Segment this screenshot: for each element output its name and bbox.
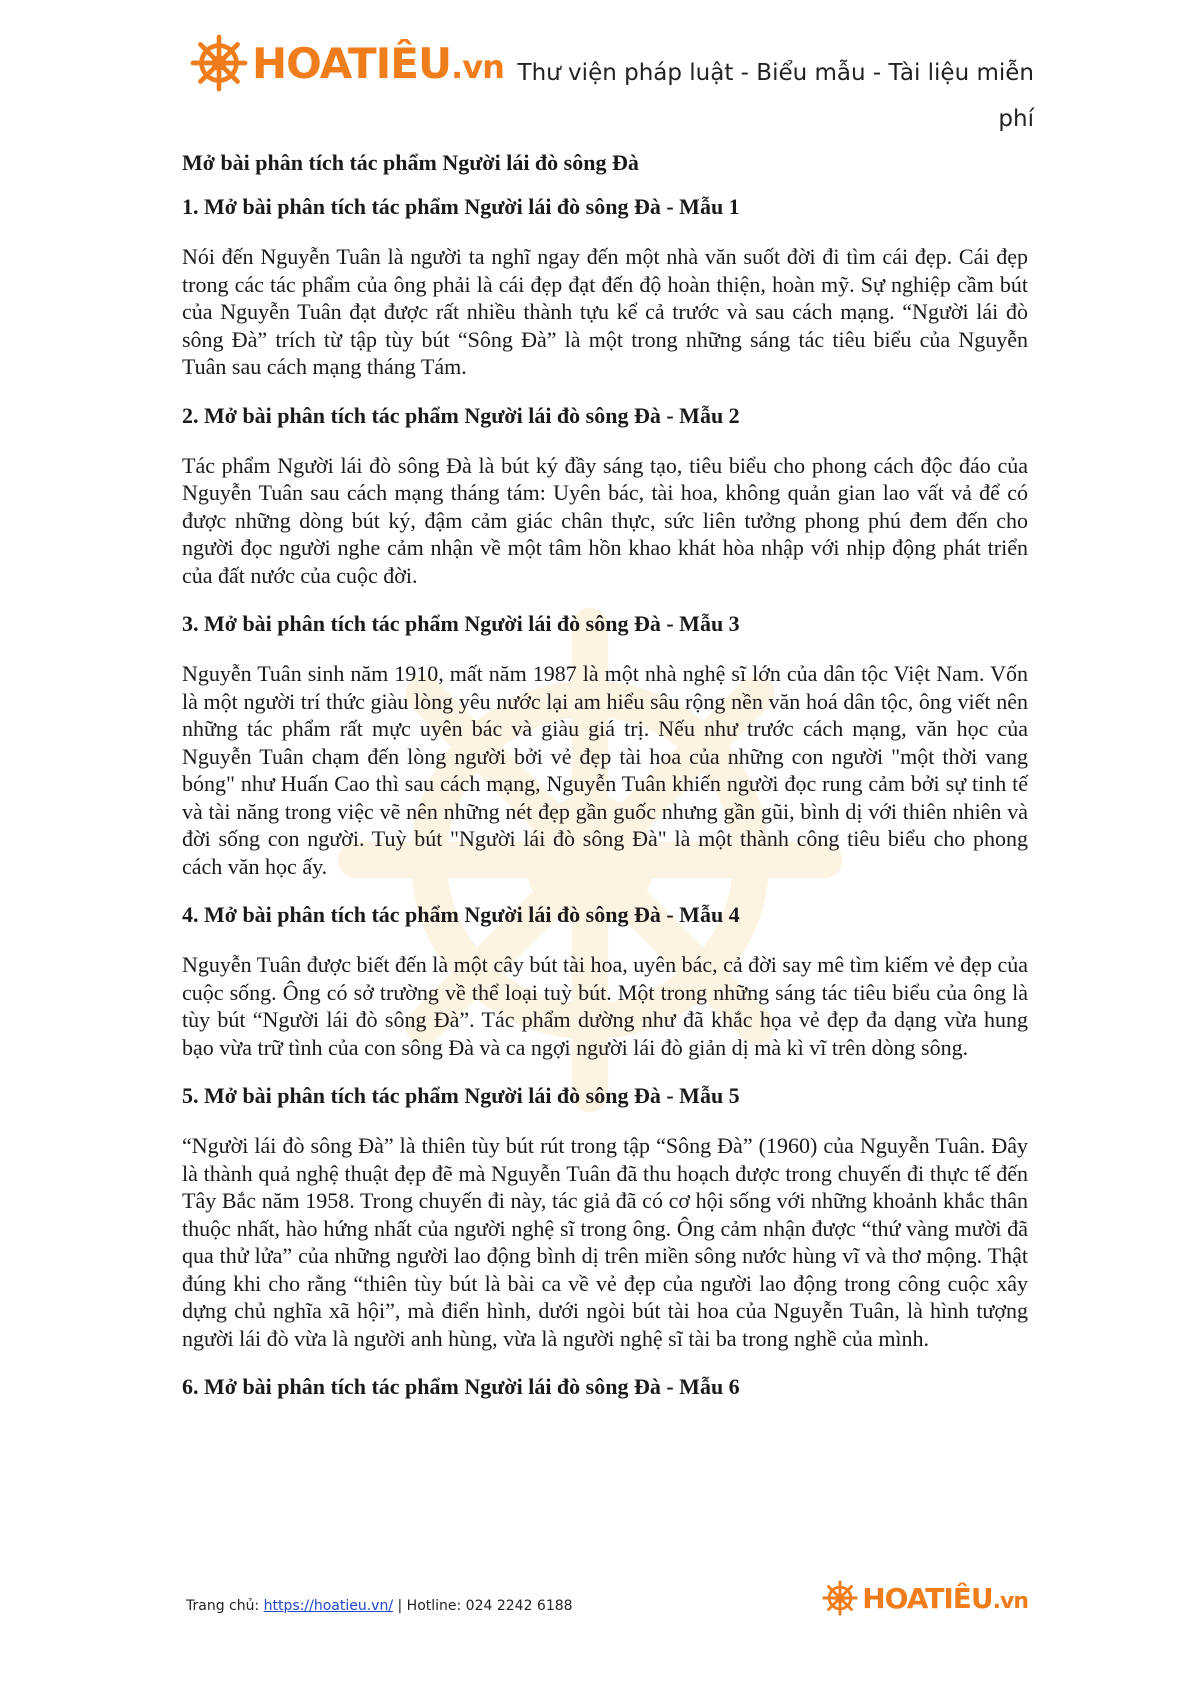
ship-wheel-icon	[822, 1580, 858, 1616]
section-heading: 4. Mở bài phân tích tác phẩm Người lái đò sông Đà - Mẫu 4	[182, 902, 740, 927]
section-paragraph: “Người lái đò sông Đà” là thiên tùy bút rút trong tập “Sông Đà” (1960) của Nguyễn Tuân. Đây là thành quả nghệ thuật đẹp đẽ mà Nguyễn Tuân đã thu hoạch được trong chuyến đi thực tế đến Tây Bắc năm 1958. Trong chuyến đi này, tác giả đã có cơ hội sống với những khoảnh khắc thân thuộc nhất, hào hứng nhất của người nghệ sĩ trong ông. Ông cảm nhận được “thứ vàng mười đã qua thử lửa” của những người lao động bình dị trên miền sông nước hùng vĩ và thơ mộng. Thật đúng khi cho rằng “thiên tùy bút là bài ca về vẻ đẹp của người lao động trong công cuộc xây dựng chủ nghĩa xã hội”, mà điển hình, dưới ngòi bút tài hoa của Nguyễn Tuân, là hình tượng người lái đò vừa là người anh hùng, vừa là người nghệ sĩ tài ba trong nghề của mình.	[182, 1133, 1028, 1351]
page-footer	[0, 1570, 1200, 1650]
section-heading: 5. Mở bài phân tích tác phẩm Người lái đò sông Đà - Mẫu 5	[182, 1083, 740, 1108]
section-paragraph: Nói đến Nguyễn Tuân là người ta nghĩ ngay đến một nhà văn suốt đời đi tìm cái đẹp. Cái đẹp trong các tác phẩm của ông phải là cái đẹp đạt đến độ hoàn thiện, hoàn mỹ. Sự nghiệp cầm bút của Nguyễn Tuân đạt được rất nhiều thành tựu kể cả trước và sau cách mạng. “Người lái đò sông Đà” trích từ tập tùy bút “Sông Đà” là một trong những sáng tác tiêu biểu của Nguyễn Tuân sau cách mạng tháng Tám.	[182, 244, 1028, 379]
site-logo[interactable]	[190, 28, 504, 98]
section-paragraph: Tác phẩm Người lái đò sông Đà là bút ký đầy sáng tạo, tiêu biểu cho phong cách độc đáo của Nguyễn Tuân sau cách mạng tháng tám: Uyên bác, tài hoa, không quản gian lao vất vả để có được những dòng bút ký, đậm cảm giác chân thực, sức liên tưởng phong phú đem đến cho người đọc người nghe cảm nhận về một tâm hồn khao khát hòa nhập với nhịp động phát triển của đất nước của cuộc đời.	[182, 452, 1028, 588]
section-paragraph: Nguyễn Tuân được biết đến là một cây bút tài hoa, uyên bác, cả đời say mê tìm kiếm vẻ đẹp của cuộc sống. Ông có sở trường về thể loại tuỳ bút. Một trong những sáng tác tiêu biểu của ông là tùy bút “Người lái đò sông Đà”. Tác phẩm dường như đã khắc họa vẻ đẹp đa dạng vừa hung bạo vừa trữ tình của con sông Đà và ca ngợi người lái đò giản dị mà kì vĩ trên dòng sông.	[182, 952, 1028, 1060]
footer-home-label: Trang chủ:	[186, 1598, 264, 1614]
page-header	[0, 0, 1200, 150]
document-body	[182, 150, 1028, 1423]
document-title: Mở bài phân tích tác phẩm Người lái đò sông Đà	[182, 150, 639, 175]
section-heading: 3. Mở bài phân tích tác phẩm Người lái đò sông Đà - Mẫu 3	[182, 611, 740, 636]
footer-logo-text: HOATIÊU.vn	[862, 1581, 1028, 1615]
footer-logo[interactable]	[822, 1580, 1028, 1616]
footer-home-link[interactable]: https://hoatieu.vn/	[263, 1598, 394, 1614]
section-heading: 6. Mở bài phân tích tác phẩm Người lái đò sông Đà - Mẫu 6	[182, 1374, 740, 1399]
logo-text: HOATIÊU.vn	[252, 38, 504, 88]
ship-wheel-icon	[190, 34, 248, 92]
section-heading: 1. Mở bài phân tích tác phẩm Người lái đò sông Đà - Mẫu 1	[182, 194, 740, 219]
section-paragraph: Nguyễn Tuân sinh năm 1910, mất năm 1987 là một nhà nghệ sĩ lớn của dân tộc Việt Nam. Vốn là một người trí thức giàu lòng yêu nước lại am hiểu sâu rộng nền văn hoá dân tộc, ông viết nên những tác phẩm rất mực uyên bác và giàu giá trị. Nếu như trước cách mạng, văn học của Nguyễn Tuân chạm đến lòng người bởi vẻ đẹp tài hoa của những con người "một thời vang bóng" như Huấn Cao thì sau cách mạng, Nguyễn Tuân khiến người đọc rung cảm bởi sự tinh tế và tài năng trong việc vẽ nên những nét đẹp gần guốc nhưng gần gũi, bình dị với thiên nhiên và đời sống con người. Tuỳ bút "Người lái đò sông Đà" là một thành công tiêu biểu cho phong cách văn học ấy.	[182, 661, 1028, 879]
section-heading: 2. Mở bài phân tích tác phẩm Người lái đò sông Đà - Mẫu 2	[182, 402, 740, 428]
footer-contact	[186, 1598, 573, 1614]
header-tagline: Thư viện pháp luật - Biểu mẫu - Tài liệu miễn phí	[517, 60, 1034, 132]
footer-hotline: | Hotline: 024 2242 6188	[393, 1598, 573, 1614]
